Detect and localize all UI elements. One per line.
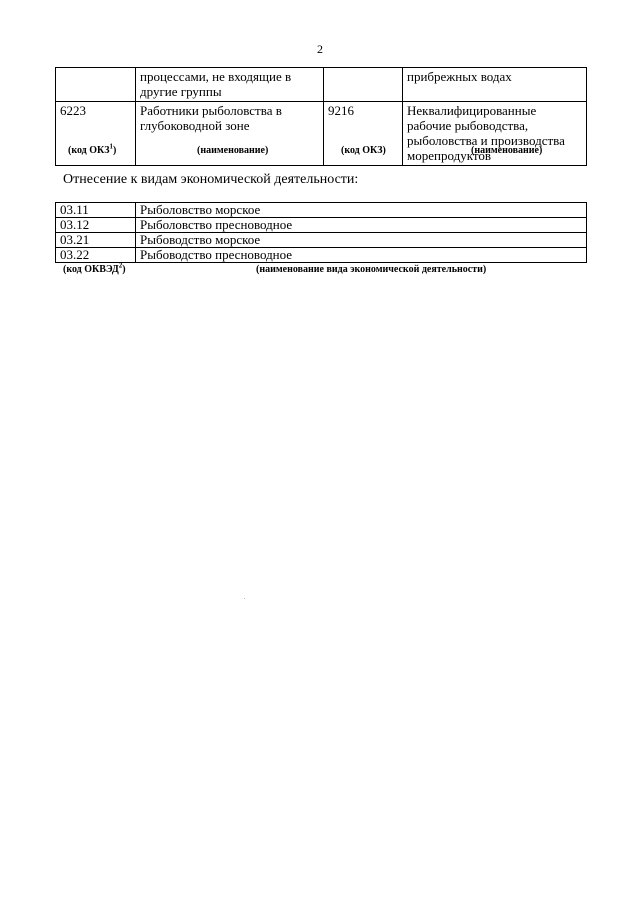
scan-speck xyxy=(244,598,245,599)
okz-name-cell: прибрежных водах xyxy=(403,68,587,102)
okved-table xyxy=(55,202,587,263)
page-number: 2 xyxy=(317,42,323,56)
okved-code-caption: (код ОКВЭД$^2$) xyxy=(63,261,126,275)
okz-code-caption: (код ОКЗ$^1$) xyxy=(68,142,117,156)
okz-name-caption: (наименование) xyxy=(197,145,269,156)
okz-code-cell: 9216 xyxy=(324,102,403,166)
okz-name-caption-2: (наименование) xyxy=(471,145,543,156)
table-row xyxy=(56,248,587,263)
okved-code-cell: 03.22 xyxy=(56,248,136,263)
okz-name-cell: Неквалифицированные рабочие рыбоводства, рыболовства и производства морепродуктов xyxy=(403,102,587,166)
section-title: Отнесение к видам экономической деятельности: xyxy=(63,172,359,187)
okz-name-cell: Работники рыболовства в глубоководной зоне xyxy=(136,102,324,166)
okved-name-caption: (наименование вида экономической деятельности) xyxy=(256,264,487,275)
okz-code-cell xyxy=(324,68,403,102)
okved-name-cell: Рыбоводство пресноводное xyxy=(136,248,587,263)
okved-name-cell: Рыболовство морское xyxy=(136,203,587,218)
table-row xyxy=(56,203,587,218)
okved-name-cell: Рыбоводство морское xyxy=(136,233,587,248)
okved-code-cell: 03.12 xyxy=(56,218,136,233)
okz-code-caption-2: (код ОКЗ) xyxy=(341,145,386,156)
okved-code-cell: 03.21 xyxy=(56,233,136,248)
okz-name-cell: процессами, не входящие в другие группы xyxy=(136,68,324,102)
okved-name-cell: Рыболовство пресноводное xyxy=(136,218,587,233)
table-row xyxy=(56,233,587,248)
okved-code-cell: 03.11 xyxy=(56,203,136,218)
table-row xyxy=(56,218,587,233)
okz-code-cell: 6223 xyxy=(56,102,136,166)
okz-code-cell xyxy=(56,68,136,102)
table-row xyxy=(56,68,587,102)
